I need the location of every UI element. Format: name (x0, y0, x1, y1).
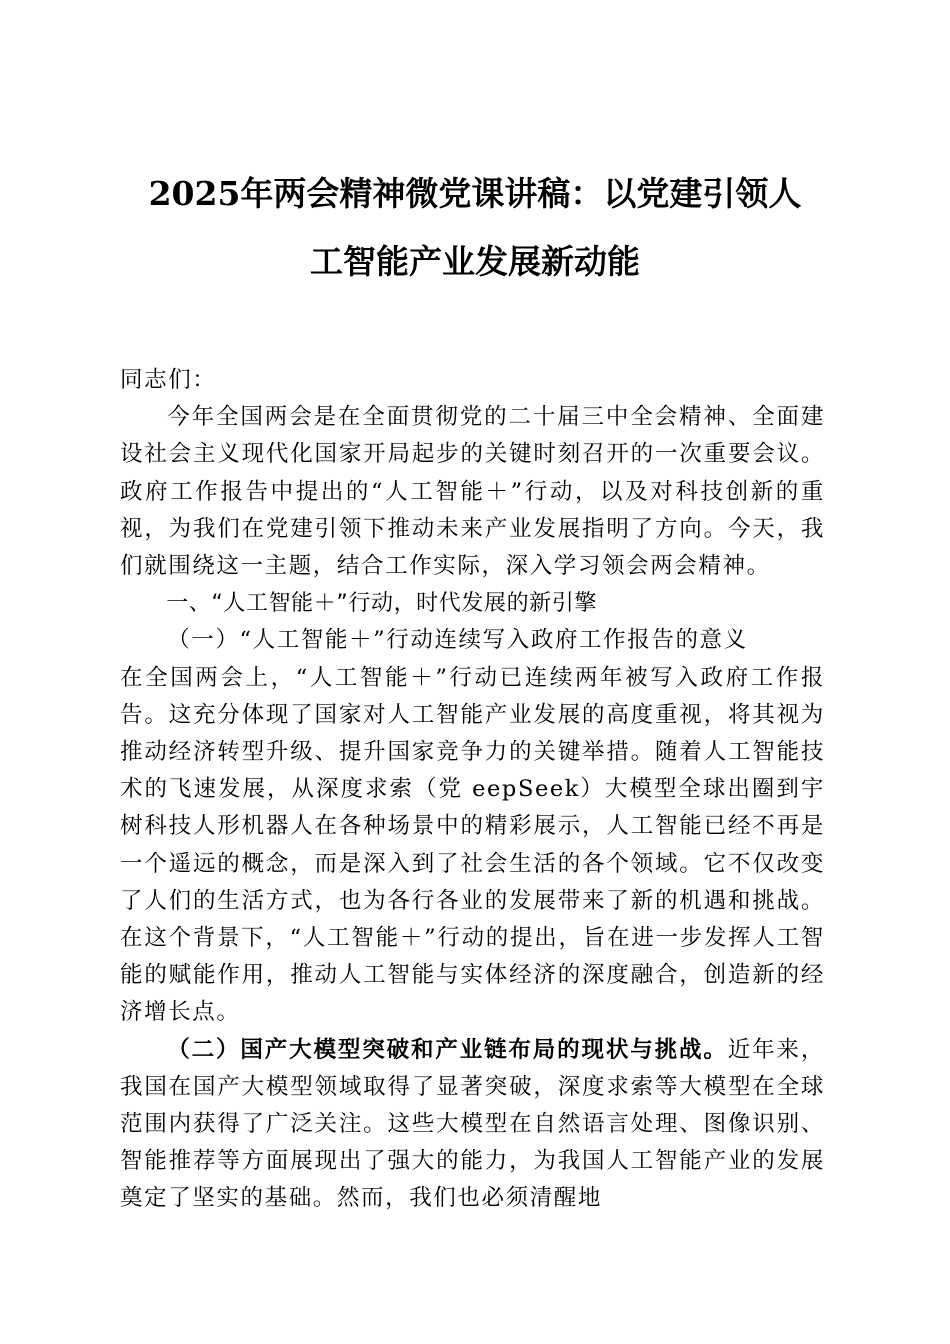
document-title-line-2: 工智能产业发展新动能 (310, 242, 640, 281)
subsection-1-heading: （一）“人工智能＋”行动连续写入政府工作报告的意义 (167, 627, 748, 654)
document-title-line-1: 2025年两会精神微党课讲稿：以党建引领人 (148, 174, 802, 213)
section-1-heading: 一、“人工智能＋”行动，时代发展的新引擎 (166, 591, 597, 617)
subsection-1-body: 在全国两会上，“人工智能＋”行动已连续两年被写入政府工作报告。这充分体现了国家对人工智能产业发展的高度重视，将其视为推动经济转型升级、提升国家竞争力的关键举措。随着人工智能技术的飞速发展，从深度求索（党 eepSeek）大模型全球出圈到宇树科技人形机器人在各种场景中的精彩展示，人工智能已经不再是一个遥远的概念，而是深入到了社会生活的各个领域。它不仅改变了人们的生活方式，也为各行各业的发展带来了新的机遇和挑战。在这个背景下，“人工智能＋”行动的提出，旨在进一步发挥人工智能的赋能作用，推动人工智能与实体经济的深度融合，创造新的经济增长点。 (120, 664, 825, 1026)
subsection-2-heading: （二）国产大模型突破和产业链布局的现状与挑战。 (167, 1036, 728, 1063)
subsection-2-body: 近年来，我国在国产大模型领域取得了显著突破，深度求索等大模型在全球范围内获得了广泛关注。这些大模型在自然语言处理、图像识别、智能推荐等方面展现出了强大的能力，为我国人工智能产业的发展奠定了坚实的基础。然而，我们也必须清醒地 (120, 1036, 825, 1212)
intro-paragraph: 今年全国两会是在全面贯彻党的二十届三中全会精神、全面建设社会主义现代化国家开局起步的关键时刻召开的一次重要会议。政府工作报告中提出的“人工智能＋”行动，以及对科技创新的重视，为我们在党建引领下推动未来产业发展指明了方向。今天，我们就围绕这一主题，结合工作实际，深入学习领会两会精神。 (120, 404, 825, 580)
greeting: 同志们： (120, 367, 217, 393)
subsection-2-paragraph (120, 1032, 825, 1218)
document-body (120, 362, 825, 1218)
